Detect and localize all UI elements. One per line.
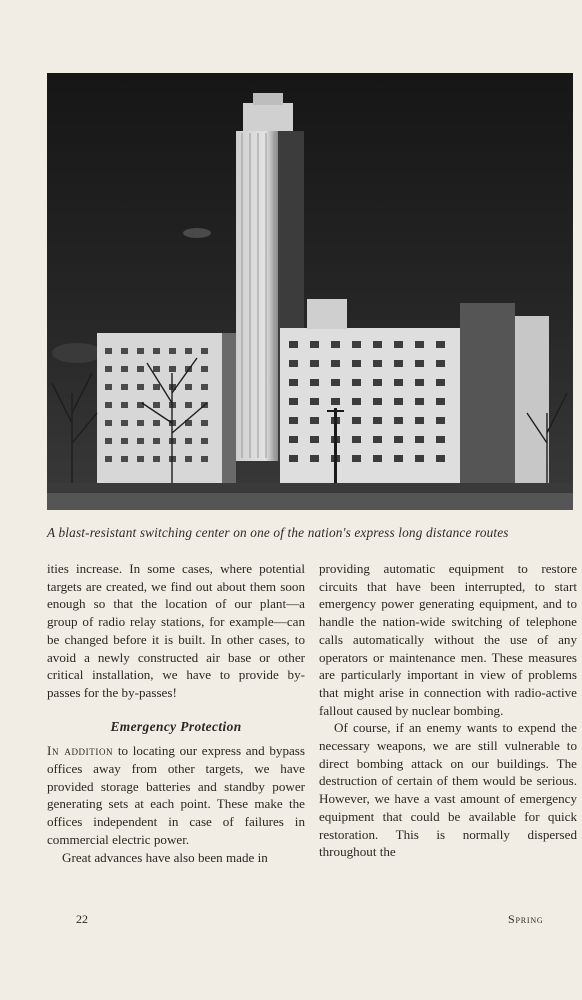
left-paragraph-2: [47, 742, 305, 848]
left-paragraph-2-text: to locating our express and bypass offices away from other targets, we have provided storage batteries and standby power generating sets at each point. These make the offices independent in case of failures in commercial electric power.: [47, 743, 305, 847]
lead-in-small-caps: In addition: [47, 743, 114, 759]
building-photo: [47, 73, 573, 510]
left-paragraph-3: Great advances have also been made in: [62, 849, 268, 865]
page-number: 22: [76, 912, 88, 926]
right-column: [319, 560, 577, 861]
left-paragraph-1: ities increase. In some cases, where potential targets are created, we find out about them soon enough so that the location of our plant—a group of radio relay stations, for example—can be changed before it is built. In other cases, to avoid a newly constructed air base or other critical installation, we have to provide by-passes for the by-passes!: [47, 561, 305, 700]
running-title: Spring: [508, 912, 544, 926]
left-column: [47, 560, 305, 866]
section-heading: Emergency Protection: [110, 718, 242, 734]
right-paragraph-1: providing automatic equipment to restore circuits that have been interrupted, to start emergency power generating equipment, and to handle the nation-wide switching of telephone calls automatically without the use of any operators or maintenance men. These measures are particularly important in view of problems that might arise in connection with radio-active fallout caused by nuclear bombing.: [319, 561, 577, 718]
right-paragraph-2: Of course, if an enemy wants to expend the necessary weapons, we are still vulnerable to direct bombing attack on our buildings. The destruction of certain of them would be serious. However, we have a vast amount of emergency equipment that could be available for quick restoration. This is normally dispersed throughout the: [319, 720, 577, 860]
photo-caption: A blast-resistant switching center on one of the nation's express long distance routes: [47, 525, 509, 540]
